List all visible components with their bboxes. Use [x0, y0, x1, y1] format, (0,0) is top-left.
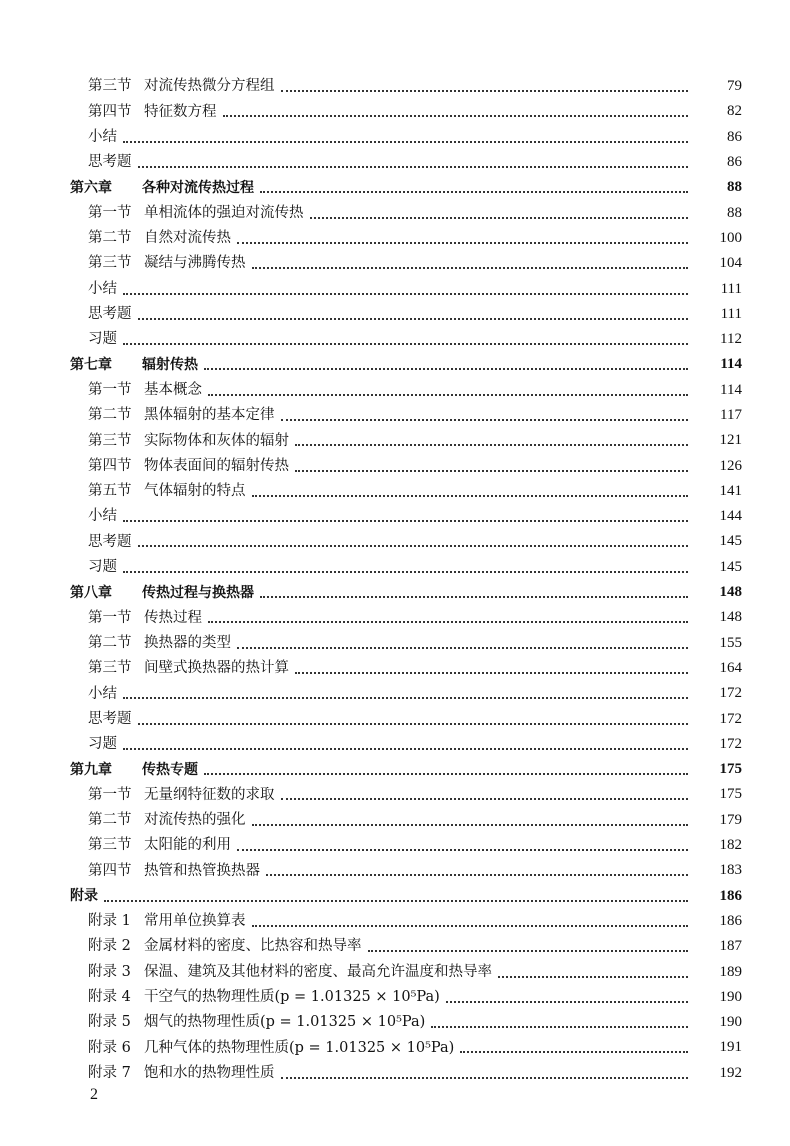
toc-page-number: 88 — [727, 179, 742, 196]
toc-entry-heading — [88, 737, 117, 752]
toc-entry-title: 换热器的类型 — [144, 634, 231, 651]
page-number: 2 — [90, 1086, 98, 1103]
toc-entry-number: 思考题 — [88, 533, 132, 550]
toc-page-number: 179 — [719, 811, 742, 828]
toc-chapter-row — [0, 175, 790, 200]
dot-leader — [123, 519, 688, 522]
toc-entry-title: 气体辐射的特点 — [144, 483, 246, 500]
toc-entry-title: 传热专题 — [142, 761, 198, 778]
toc-entry-heading — [88, 79, 275, 94]
toc-entry-number: 第八章 — [70, 584, 112, 601]
dot-leader — [460, 1050, 688, 1053]
toc-page-number: 175 — [719, 786, 742, 803]
toc-entry-row — [0, 327, 790, 352]
toc-entry-row — [0, 99, 790, 124]
toc-entry-heading — [88, 813, 246, 828]
toc-chapter-row — [0, 884, 790, 909]
toc-entry-number: 习题 — [88, 331, 117, 348]
toc-entry-title: 间壁式换热器的热计算 — [144, 660, 289, 677]
toc-entry-title: 保温、建筑及其他材料的密度、最高允许温度和热导率 — [144, 963, 492, 980]
toc-page-number: 175 — [719, 761, 742, 778]
toc-entry-number: 习题 — [88, 736, 117, 753]
toc-entry-heading — [88, 282, 117, 297]
toc-entry-title: 太阳能的利用 — [144, 837, 231, 854]
toc-entry-heading — [88, 307, 132, 322]
toc-entry-row — [0, 428, 790, 453]
toc-entry-title: 特征数方程 — [144, 103, 217, 120]
toc-chapter-row — [0, 580, 790, 605]
toc-chapter-row — [0, 757, 790, 782]
dot-leader — [123, 696, 688, 699]
toc-entry-heading — [88, 509, 117, 524]
toc-entry-row — [0, 504, 790, 529]
toc-entry-heading — [88, 687, 117, 702]
toc-page-number: 190 — [719, 1014, 742, 1031]
toc-page-number: 183 — [719, 862, 742, 879]
dot-leader — [295, 469, 688, 472]
toc-page-number: 192 — [719, 1064, 742, 1081]
toc-entry-number: 第一节 — [88, 204, 132, 221]
toc-entry-number: 第二节 — [88, 407, 132, 424]
toc-entry-number: 第三节 — [88, 255, 132, 272]
toc-page-number: 86 — [727, 128, 742, 145]
toc-entry-heading — [88, 155, 132, 170]
toc-page-number: 145 — [719, 533, 742, 550]
dot-leader — [138, 165, 689, 168]
toc-entry-heading — [70, 181, 254, 195]
toc-page-number: 88 — [727, 204, 742, 221]
toc-entry-row — [0, 833, 790, 858]
toc-entry-row — [0, 858, 790, 883]
toc-entry-row — [0, 226, 790, 251]
toc-entry-title: 无量纲特征数的求取 — [144, 786, 275, 803]
dot-leader — [252, 823, 689, 826]
toc-entry-title: 饱和水的热物理性质 — [144, 1064, 275, 1081]
toc-entry-number: 第五节 — [88, 483, 132, 500]
toc-entry-heading — [88, 1015, 425, 1030]
toc-entry-number: 习题 — [88, 559, 117, 576]
toc-entry-number: 第三节 — [88, 660, 132, 677]
toc-entry-heading — [88, 1066, 275, 1081]
toc-entry-title: 各种对流传热过程 — [142, 179, 254, 196]
toc-page-number: 186 — [719, 887, 742, 904]
toc-page-number: 148 — [719, 609, 742, 626]
toc-entry-row — [0, 808, 790, 833]
toc-entry-row — [0, 782, 790, 807]
dot-leader — [123, 140, 688, 143]
toc-entry-heading — [88, 990, 440, 1005]
toc-entry-row — [0, 1035, 790, 1060]
toc-entry-row — [0, 403, 790, 428]
toc-entry-number: 小结 — [88, 128, 117, 145]
toc-entry-row — [0, 251, 790, 276]
toc-page-number: 190 — [719, 988, 742, 1005]
toc-page-number: 172 — [719, 685, 742, 702]
toc-entry-heading — [88, 206, 304, 221]
dot-leader — [138, 317, 689, 320]
toc-entry-title: 几种气体的热物理性质(p = 1.01325 × 10⁵Pa) — [144, 1039, 455, 1056]
dot-leader — [252, 924, 689, 927]
dot-leader — [104, 899, 688, 902]
toc-entry-number: 附录 5 — [88, 1014, 131, 1031]
toc-page-number: 126 — [719, 457, 742, 474]
dot-leader — [123, 342, 688, 345]
toc-entry-heading — [88, 105, 217, 120]
toc-entry-heading — [88, 130, 117, 145]
toc-page-number: 144 — [719, 508, 742, 525]
toc-entry-number: 附录 1 — [88, 913, 131, 930]
toc-chapter-row — [0, 352, 790, 377]
toc-page-number: 111 — [720, 280, 742, 297]
dot-leader — [368, 949, 689, 952]
dot-leader — [281, 797, 689, 800]
toc-page-number: 186 — [719, 912, 742, 929]
toc-entry-number: 附录 — [70, 888, 98, 905]
toc-page-number: 164 — [719, 659, 742, 676]
toc-entry-heading — [88, 864, 260, 879]
toc-page-number: 121 — [719, 432, 742, 449]
dot-leader — [237, 646, 688, 649]
toc-entry-row — [0, 934, 790, 959]
toc-page-number: 114 — [720, 356, 742, 373]
toc-entry-number: 第三节 — [88, 432, 132, 449]
toc-entry-heading — [88, 661, 289, 676]
toc-entry-number: 附录 2 — [88, 938, 131, 955]
dot-leader — [123, 292, 688, 295]
dot-leader — [310, 216, 689, 219]
toc-page-number: 114 — [720, 381, 742, 398]
toc-entry-row — [0, 959, 790, 984]
toc-entry-row — [0, 732, 790, 757]
toc-entry-number: 第一节 — [88, 786, 132, 803]
toc-entry-row — [0, 1010, 790, 1035]
table-of-contents — [0, 74, 790, 1086]
toc-entry-heading — [88, 256, 246, 271]
toc-page-number: 82 — [727, 103, 742, 120]
toc-entry-row — [0, 479, 790, 504]
toc-entry-number: 第六章 — [70, 179, 112, 196]
toc-entry-title: 黑体辐射的基本定律 — [144, 407, 275, 424]
toc-entry-heading — [88, 636, 231, 651]
toc-entry-number: 第一节 — [88, 381, 132, 398]
toc-entry-heading — [88, 408, 275, 423]
toc-page-number: 187 — [719, 938, 742, 955]
toc-entry-heading — [70, 586, 254, 600]
dot-leader — [123, 570, 688, 573]
toc-entry-row — [0, 150, 790, 175]
toc-entry-heading — [70, 763, 198, 777]
toc-entry-number: 思考题 — [88, 306, 132, 323]
toc-entry-row — [0, 656, 790, 681]
toc-page-number: 189 — [719, 963, 742, 980]
toc-page-number: 112 — [720, 331, 742, 348]
dot-leader — [138, 722, 689, 725]
toc-entry-heading — [88, 434, 289, 449]
toc-entry-heading — [88, 611, 202, 626]
toc-entry-row — [0, 631, 790, 656]
toc-entry-row — [0, 985, 790, 1010]
toc-entry-title: 实际物体和灰体的辐射 — [144, 432, 289, 449]
toc-page-number: 172 — [719, 735, 742, 752]
toc-page-number: 191 — [719, 1039, 742, 1056]
toc-page-number: 145 — [719, 558, 742, 575]
toc-entry-row — [0, 555, 790, 580]
dot-leader — [223, 114, 689, 117]
toc-entry-row — [0, 681, 790, 706]
toc-entry-number: 第一节 — [88, 609, 132, 626]
toc-entry-number: 第三节 — [88, 837, 132, 854]
dot-leader — [281, 418, 689, 421]
toc-entry-number: 第九章 — [70, 761, 112, 778]
toc-entry-title: 基本概念 — [144, 381, 202, 398]
toc-entry-heading — [88, 383, 202, 398]
toc-entry-title: 物体表面间的辐射传热 — [144, 457, 289, 474]
toc-entry-number: 第三节 — [88, 78, 132, 95]
toc-entry-heading — [88, 788, 275, 803]
toc-entry-heading — [88, 332, 117, 347]
toc-entry-row — [0, 378, 790, 403]
toc-page-number: 117 — [720, 407, 742, 423]
toc-page-number: 104 — [719, 255, 742, 272]
toc-entry-row — [0, 74, 790, 99]
toc-page-number: 100 — [719, 229, 742, 246]
dot-leader — [237, 241, 688, 244]
toc-entry-heading — [88, 560, 117, 575]
toc-entry-row — [0, 276, 790, 301]
dot-leader — [446, 1000, 688, 1003]
dot-leader — [208, 393, 688, 396]
toc-entry-number: 思考题 — [88, 710, 132, 727]
dot-leader — [252, 266, 689, 269]
dot-leader — [204, 772, 688, 775]
toc-entry-row — [0, 125, 790, 150]
toc-entry-number: 小结 — [88, 685, 117, 702]
toc-entry-heading — [88, 1041, 454, 1056]
dot-leader — [295, 671, 688, 674]
toc-entry-title: 传热过程 — [144, 609, 202, 626]
toc-entry-heading — [88, 914, 246, 929]
toc-entry-number: 附录 7 — [88, 1064, 131, 1081]
dot-leader — [498, 975, 688, 978]
toc-entry-heading — [70, 889, 98, 903]
dot-leader — [208, 620, 688, 623]
toc-entry-number: 思考题 — [88, 154, 132, 171]
toc-entry-row — [0, 1061, 790, 1086]
dot-leader — [123, 747, 688, 750]
toc-entry-title: 凝结与沸腾传热 — [144, 255, 246, 272]
dot-leader — [431, 1025, 688, 1028]
toc-entry-row — [0, 200, 790, 225]
toc-entry-title: 热管和热管换热器 — [144, 862, 260, 879]
toc-entry-number: 第四节 — [88, 862, 132, 879]
toc-page-number: 148 — [719, 584, 742, 601]
dot-leader — [295, 443, 688, 446]
dot-leader — [281, 89, 689, 92]
toc-entry-number: 第四节 — [88, 457, 132, 474]
toc-entry-heading — [88, 838, 231, 853]
toc-entry-row — [0, 909, 790, 934]
dot-leader — [237, 848, 688, 851]
toc-entry-row — [0, 302, 790, 327]
dot-leader — [281, 1076, 689, 1079]
toc-entry-heading — [88, 484, 246, 499]
toc-entry-heading — [88, 939, 362, 954]
toc-page-number: 79 — [727, 78, 742, 95]
toc-page-number: 182 — [719, 837, 742, 854]
toc-entry-heading — [88, 231, 231, 246]
toc-entry-title: 辐射传热 — [142, 356, 198, 373]
dot-leader — [252, 494, 689, 497]
toc-entry-heading — [88, 535, 132, 550]
toc-page-number: 172 — [719, 710, 742, 727]
toc-page-number: 141 — [719, 482, 742, 499]
dot-leader — [204, 367, 688, 370]
toc-entry-number: 附录 3 — [88, 963, 131, 980]
toc-entry-number: 第二节 — [88, 812, 132, 828]
dot-leader — [138, 544, 689, 547]
dot-leader — [260, 190, 688, 193]
toc-page-number: 111 — [720, 305, 742, 322]
toc-entry-heading — [88, 965, 492, 980]
toc-entry-number: 附录 6 — [88, 1039, 131, 1056]
toc-entry-row — [0, 605, 790, 630]
toc-page-number: 86 — [727, 154, 742, 171]
toc-entry-title: 对流传热的强化 — [144, 812, 246, 828]
toc-entry-number: 附录 4 — [88, 989, 131, 1006]
toc-entry-row — [0, 706, 790, 731]
toc-entry-title: 传热过程与换热器 — [142, 584, 254, 601]
toc-entry-row — [0, 453, 790, 478]
toc-entry-number: 小结 — [88, 280, 117, 297]
toc-entry-number: 第二节 — [88, 634, 132, 651]
dot-leader — [260, 595, 688, 598]
toc-entry-title: 干空气的热物理性质(p = 1.01325 × 10⁵Pa) — [144, 989, 440, 1006]
toc-entry-title: 自然对流传热 — [144, 230, 231, 247]
toc-entry-title: 单相流体的强迫对流传热 — [144, 204, 304, 221]
toc-entry-title: 烟气的热物理性质(p = 1.01325 × 10⁵Pa) — [144, 1014, 426, 1031]
toc-entry-number: 小结 — [88, 508, 117, 525]
toc-entry-heading — [88, 712, 132, 727]
dot-leader — [266, 873, 688, 876]
toc-entry-heading — [70, 358, 198, 372]
toc-entry-title: 对流传热微分方程组 — [144, 78, 275, 95]
toc-entry-heading — [88, 459, 289, 474]
toc-entry-title: 金属材料的密度、比热容和热导率 — [144, 938, 362, 955]
toc-entry-row — [0, 529, 790, 554]
toc-entry-number: 第四节 — [88, 103, 132, 120]
toc-entry-number: 第二节 — [88, 230, 132, 247]
toc-entry-number: 第七章 — [70, 356, 112, 373]
toc-entry-title: 常用单位换算表 — [144, 913, 246, 930]
toc-page-number: 155 — [719, 634, 742, 651]
